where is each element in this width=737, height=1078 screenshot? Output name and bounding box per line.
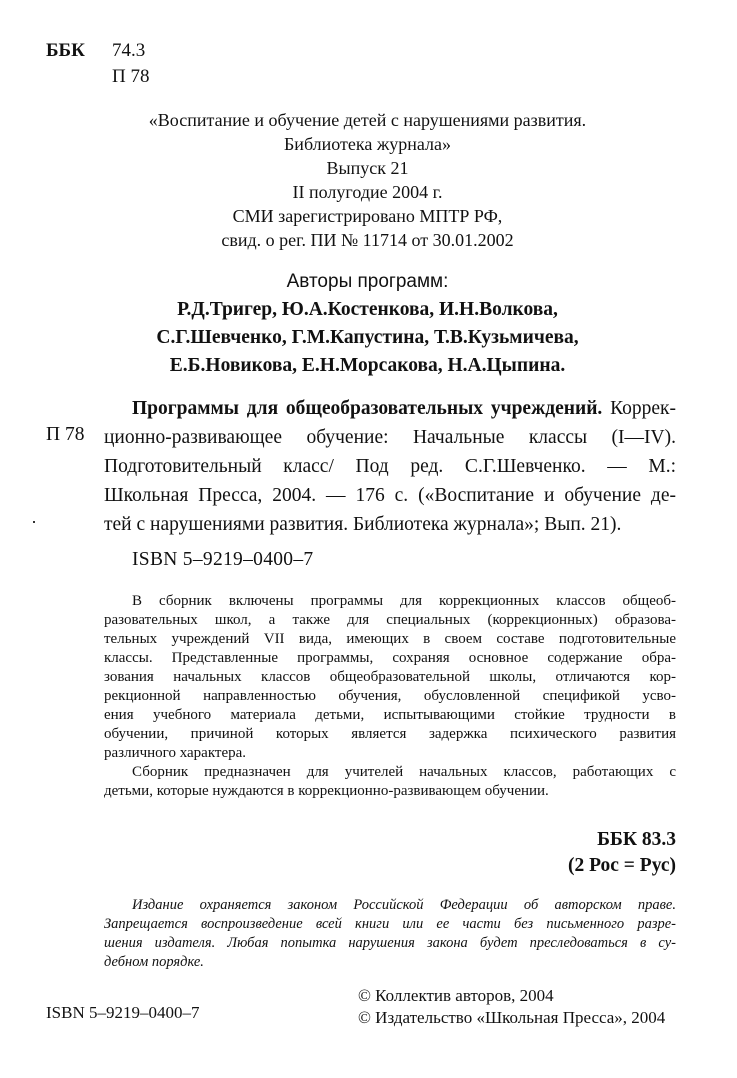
notice-row: Издание охраняется законом Российской Федерации об авторском праве. (132, 897, 676, 913)
authors-line: Е.Б.Новикова, Е.Н.Морсакова, Н.А.Цыпина. (169, 355, 566, 376)
series-issue: Выпуск 21 (326, 158, 409, 178)
abstract-row: В сборник включены программы для коррекционных классов общеоб- (132, 593, 676, 609)
biblio-row: Подготовительный класс/ Под ред. С.Г.Шевченко. — М.: (104, 456, 676, 477)
abstract (104, 592, 676, 801)
bbk-index-bottom: (2 Рос = Рус) (567, 855, 676, 876)
copyright-lines (358, 985, 665, 1029)
bbk-code-bottom: ББК 83.3 (597, 829, 676, 850)
abstract-row: Сборник предназначен для учителей начальных классов, работающих с (132, 764, 676, 780)
bbk-label: ББК (46, 40, 85, 61)
series-line: «Воспитание и обучение детей с нарушениями развития. (148, 110, 587, 130)
series-certificate: свид. о рег. ПИ № 11714 от 30.01.2002 (221, 230, 514, 250)
bbk-row (46, 38, 149, 64)
biblio-title-rest: Коррек- (602, 398, 676, 419)
notice-row: шения издателя. Любая попытка нарушения закона будет преследоваться в су- (104, 935, 676, 951)
bibliographic-description (104, 394, 676, 539)
series-line: Библиотека журнала» (283, 134, 452, 154)
copyright-publisher: © Издательство «Школьная Пресса», 2004 (358, 1008, 666, 1027)
bbk-code: 74.3 (112, 40, 146, 61)
series-period: II полугодие 2004 г. (292, 182, 443, 202)
biblio-row: тей с нарушениями развития. Библиотека журнала»; Вып. 21). (104, 514, 622, 535)
series-info (90, 108, 645, 252)
isbn-main: ISBN 5–9219–0400–7 (132, 549, 314, 570)
top-classification (46, 38, 149, 90)
abstract-row: зования начальных классов общеобразовательной школы, отличаются кор- (104, 669, 676, 685)
notice-row: Запрещается воспроизведение всей книги или ее части без письменного разре- (104, 916, 676, 932)
series-registration: СМИ зарегистрировано МПТР РФ, (232, 206, 503, 226)
biblio-row: Школьная Пресса, 2004. — 176 с. («Воспитание и обучение де- (104, 485, 676, 506)
abstract-row: детьми, которые нуждаются в коррекционно-развивающем обучении. (104, 783, 549, 799)
author-mark: П 78 (112, 66, 150, 87)
authors-block (90, 268, 645, 380)
biblio-row (104, 394, 676, 423)
speck-mark (33, 521, 35, 523)
biblio-row: ционно-развивающее обучение: Начальные классы (I—IV). (104, 427, 676, 448)
abstract-row: ения учебного материала детьми, испытывающими стойкие трудности в (104, 707, 676, 723)
abstract-row: различного характера. (104, 745, 247, 761)
abstract-row: рекционной направленностью обучения, обусловленной спецификой усво- (104, 688, 676, 704)
abstract-row: разовательных школ, а также для специальных (коррекционных) образова- (104, 612, 676, 628)
authors-heading: Авторы программ: (286, 271, 449, 292)
isbn-bottom: ISBN 5–9219–0400–7 (46, 1003, 200, 1022)
copyright-notice (104, 896, 676, 972)
biblio-title: Программы для общеобразовательных учреждений. (132, 398, 603, 419)
abstract-row: тельных учреждений VII вида, имеющих в своем составе подготовительные (104, 631, 676, 647)
copyright-authors: © Коллектив авторов, 2004 (358, 986, 554, 1005)
notice-row: дебном порядке. (104, 954, 204, 970)
biblio-code: П 78 (46, 424, 85, 445)
authors-line: Р.Д.Тригер, Ю.А.Костенкова, И.Н.Волкова, (177, 299, 558, 320)
bottom-classification (568, 827, 676, 879)
authors-line: С.Г.Шевченко, Г.М.Капустина, Т.В.Кузьмичева, (156, 327, 579, 348)
abstract-row: обучении, причиной которых является задержка психического развития (104, 726, 676, 742)
abstract-row: классы. Представленные программы, сохраняя основное содержание обра- (104, 650, 676, 666)
